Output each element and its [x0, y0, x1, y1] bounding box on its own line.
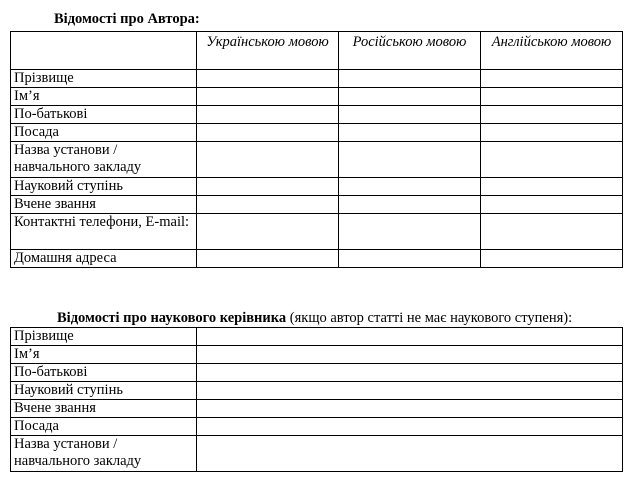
column-header-empty	[11, 32, 197, 70]
table-row	[11, 418, 623, 436]
row-label-position: Посада	[11, 418, 197, 436]
input-cell-russian[interactable]	[339, 70, 481, 88]
input-cell-russian[interactable]	[339, 124, 481, 142]
row-label-institution: Назва установи / навчального закладу	[11, 142, 197, 178]
table-row	[11, 106, 623, 124]
row-label-academic-title: Вчене звання	[11, 400, 197, 418]
author-section-title: Відомості про Автора:	[54, 11, 200, 27]
input-cell[interactable]	[197, 346, 623, 364]
input-cell[interactable]	[197, 364, 623, 382]
row-label-first-name: Ім’я	[11, 346, 197, 364]
row-label-degree: Науковий ступінь	[11, 382, 197, 400]
row-label-academic-title: Вчене звання	[11, 196, 197, 214]
table-row	[11, 250, 623, 268]
input-cell-ukrainian[interactable]	[197, 106, 339, 124]
input-cell[interactable]	[197, 436, 623, 472]
input-cell-ukrainian[interactable]	[197, 250, 339, 268]
table-row	[11, 124, 623, 142]
row-label-home-address: Домашня адреса	[11, 250, 197, 268]
input-cell[interactable]	[197, 382, 623, 400]
column-header-ukrainian: Українською мовою	[197, 32, 339, 70]
table-row	[11, 382, 623, 400]
row-label-first-name: Ім’я	[11, 88, 197, 106]
input-cell[interactable]	[197, 400, 623, 418]
supervisor-note: (якщо автор статті не має наукового ступеня):	[286, 310, 573, 326]
row-label-institution: Назва установи / навчального закладу	[11, 436, 197, 472]
row-label-patronymic: По-батькові	[11, 364, 197, 382]
supervisor-info-table	[10, 327, 623, 472]
input-cell-russian[interactable]	[339, 106, 481, 124]
row-label-surname: Прізвище	[11, 70, 197, 88]
row-label-contacts: Контактні телефони, E-mail:	[11, 214, 197, 250]
input-cell[interactable]	[197, 328, 623, 346]
input-cell-english[interactable]	[481, 214, 623, 250]
input-cell-english[interactable]	[481, 142, 623, 178]
input-cell[interactable]	[197, 418, 623, 436]
table-row	[11, 142, 623, 178]
table-row	[11, 88, 623, 106]
table-row	[11, 364, 623, 382]
input-cell-russian[interactable]	[339, 88, 481, 106]
input-cell-english[interactable]	[481, 178, 623, 196]
input-cell-russian[interactable]	[339, 196, 481, 214]
input-cell-english[interactable]	[481, 196, 623, 214]
input-cell-russian[interactable]	[339, 214, 481, 250]
input-cell-ukrainian[interactable]	[197, 142, 339, 178]
input-cell-english[interactable]	[481, 124, 623, 142]
author-info-table	[10, 31, 623, 268]
input-cell-ukrainian[interactable]	[197, 70, 339, 88]
table-row	[11, 214, 623, 250]
table-header-row	[11, 32, 623, 70]
input-cell-english[interactable]	[481, 250, 623, 268]
input-cell-ukrainian[interactable]	[197, 214, 339, 250]
supervisor-section-title	[57, 310, 572, 327]
row-label-position: Посада	[11, 124, 197, 142]
column-header-russian: Російською мовою	[339, 32, 481, 70]
input-cell-ukrainian[interactable]	[197, 196, 339, 214]
table-row	[11, 70, 623, 88]
input-cell-ukrainian[interactable]	[197, 178, 339, 196]
input-cell-english[interactable]	[481, 70, 623, 88]
input-cell-russian[interactable]	[339, 142, 481, 178]
supervisor-title: Відомості про наукового керівника	[57, 310, 287, 326]
input-cell-russian[interactable]	[339, 250, 481, 268]
input-cell-english[interactable]	[481, 106, 623, 124]
column-header-english: Англійською мовою	[481, 32, 623, 70]
row-label-degree: Науковий ступінь	[11, 178, 197, 196]
row-label-patronymic: По-батькові	[11, 106, 197, 124]
table-row	[11, 346, 623, 364]
table-row	[11, 178, 623, 196]
table-row	[11, 436, 623, 472]
table-row	[11, 196, 623, 214]
input-cell-ukrainian[interactable]	[197, 88, 339, 106]
table-row	[11, 400, 623, 418]
input-cell-english[interactable]	[481, 88, 623, 106]
table-row	[11, 328, 623, 346]
input-cell-ukrainian[interactable]	[197, 124, 339, 142]
row-label-surname: Прізвище	[11, 328, 197, 346]
input-cell-russian[interactable]	[339, 178, 481, 196]
